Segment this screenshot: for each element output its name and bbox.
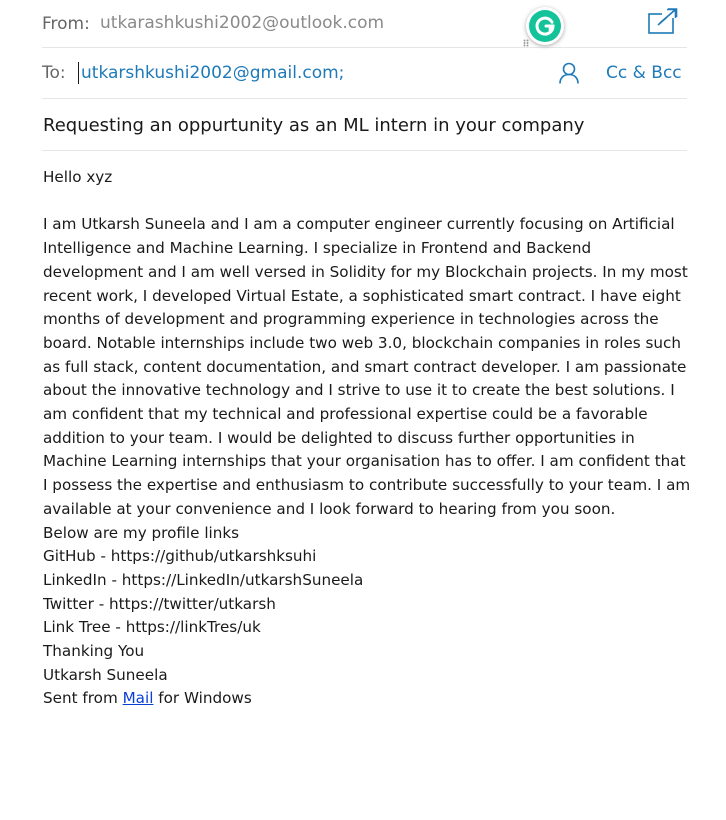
grammarly-button[interactable] — [526, 7, 564, 45]
greeting: Hello xyz — [43, 168, 113, 186]
message-body[interactable] — [43, 166, 693, 711]
to-row — [42, 48, 687, 99]
from-row — [42, 0, 687, 48]
linkedin-line: LinkedIn - https://LinkedIn/utkarshSuneela — [43, 570, 364, 589]
sent-from-line — [43, 687, 693, 711]
from-label: From: — [42, 14, 90, 34]
links-intro: Below are my profile links — [43, 523, 240, 542]
sent-suffix: for Windows — [153, 689, 252, 708]
sent-prefix: Sent from — [43, 689, 123, 708]
to-field[interactable]: utkarshkushi2002@gmail.com; — [78, 62, 344, 84]
to-label: To: — [42, 63, 66, 83]
signature: Utkarsh Suneela — [43, 665, 168, 684]
drag-handle-icon[interactable] — [523, 39, 529, 47]
contact-icon[interactable] — [558, 62, 580, 84]
subject-row — [42, 99, 687, 151]
twitter-line: Twitter - https://twitter/utkarsh — [43, 594, 276, 613]
from-field[interactable]: utkarashkushi2002@outlook.com — [100, 13, 385, 33]
grammarly-icon — [529, 10, 561, 42]
cc-bcc-button[interactable]: Cc & Bcc — [606, 63, 682, 83]
mail-link[interactable]: Mail — [122, 689, 154, 708]
popout-icon[interactable] — [648, 8, 678, 34]
subject-field[interactable]: Requesting an oppurtunity as an ML intern in your company — [43, 115, 585, 136]
body-paragraph: I am Utkarsh Suneela and I am a computer engineer currently focusing on Artificial Intelligence and Machine Learning. I specialize in Frontend and Backend development and I am well versed in Solidity for my Blockchain projects. In my most recent work, I developed Virtual Estate, a sophisticated smart contract. I have eight months of development and programming experience in technologies across the board. Notable internships include two web 3.0, blockchain companies in roles such as full stack, content documentation, and smart contract developer. I am passionate about the innovative technology and I strive to use it to create the best solutions. I am confident that my technical and professional expertise could be a favorable addition to your team. I would be delighted to discuss further opportunities in Machine Learning internships that your organisation has to offer. I am confident that I possess the expertise and enthusiasm to contribute successfully to your team. I am available at your convenience and I look forward to hearing from you soon. — [43, 215, 691, 518]
github-line: GitHub - https://github/utkarshksuhi — [43, 547, 317, 566]
closing: Thanking You — [43, 642, 145, 661]
linktree-line: Link Tree - https://linkTres/uk — [43, 618, 261, 637]
compose-header — [42, 0, 687, 151]
